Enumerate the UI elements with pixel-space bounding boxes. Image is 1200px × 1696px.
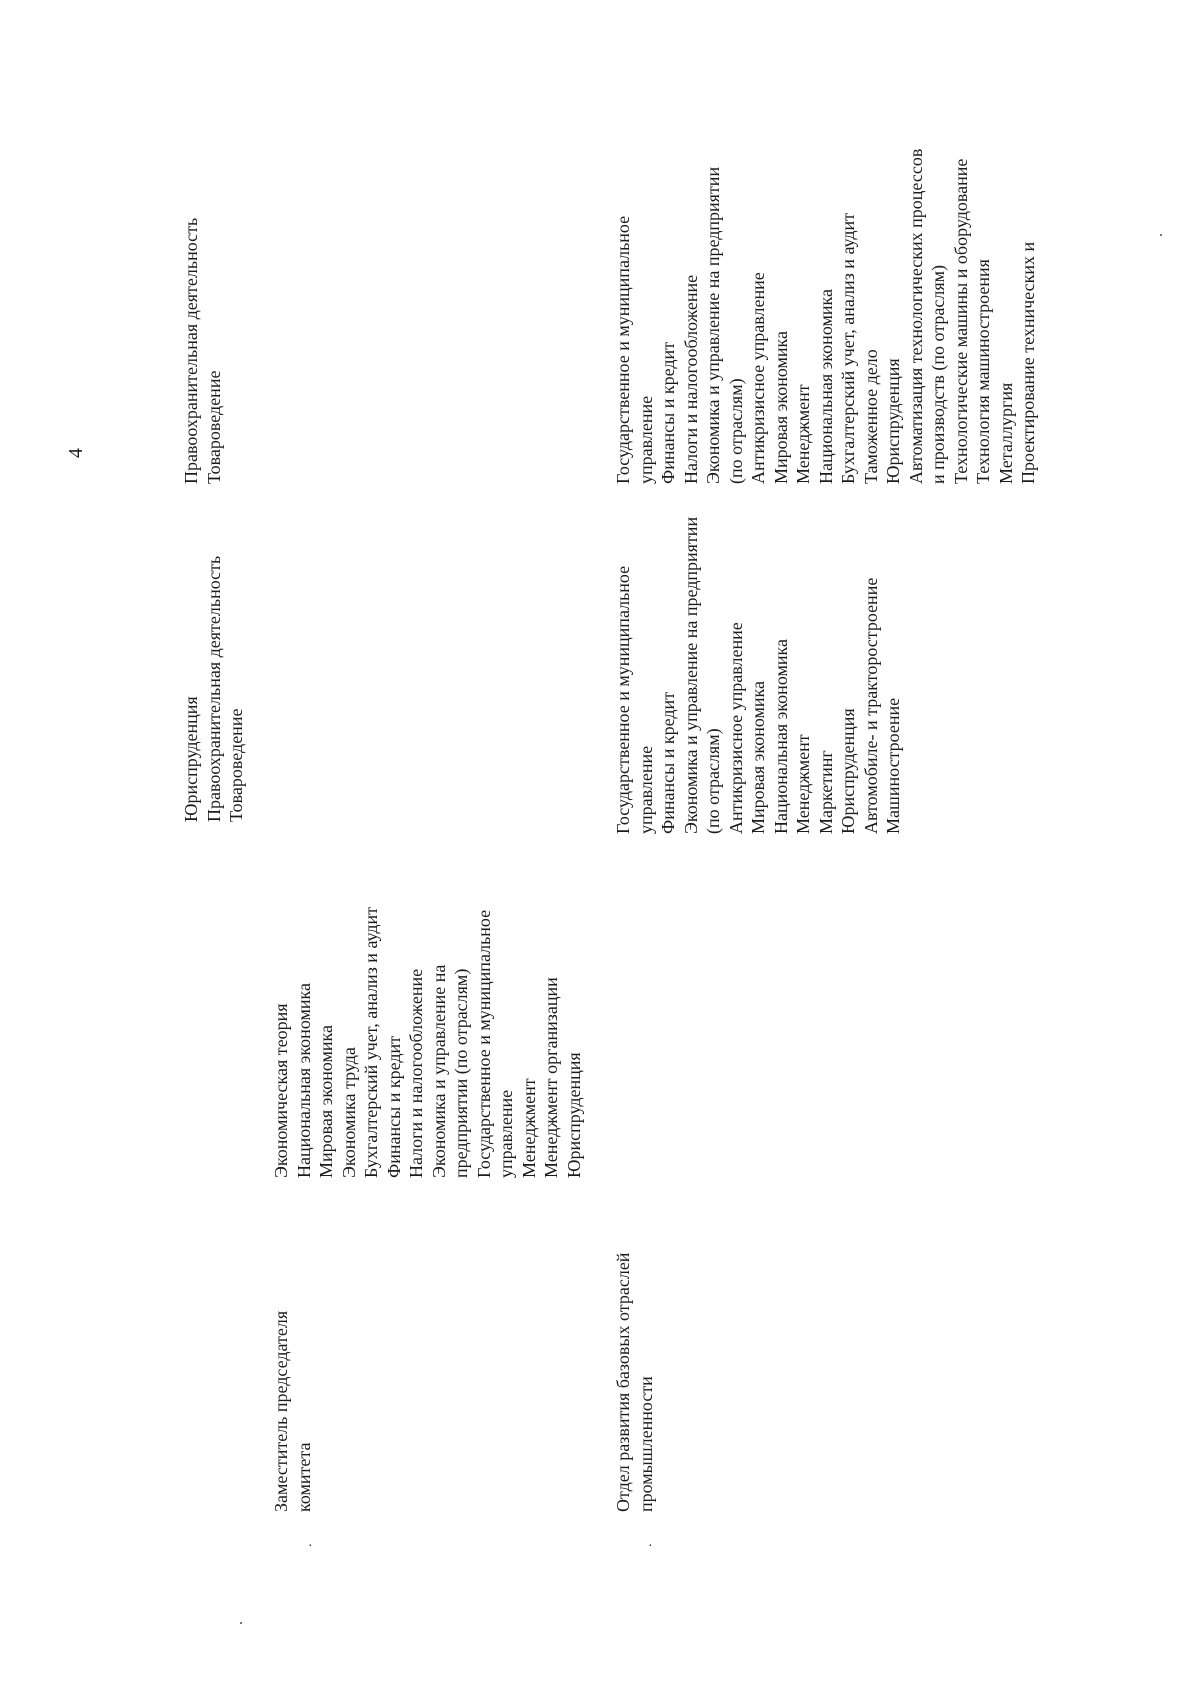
scan-mark [1160,234,1162,236]
list-item: Машиностроение [883,697,903,834]
list-item: Юриспруденция [883,358,903,484]
list-item: Экономическая теория [271,1003,291,1178]
list-item: Финансы и кредит [658,342,678,484]
row-1-col3-list [270,907,585,1178]
list-item: Юриспруденция [181,696,201,822]
row-2-position-line: промышленности [635,1376,656,1512]
list-item: Юриспруденция [838,708,858,834]
scan-mark [240,1622,242,1624]
list-item: Таможенное дело [860,349,881,484]
list-item: Товароведение [203,370,224,484]
list-item: Национальная экономика [293,983,314,1178]
list-item: управление [635,745,656,834]
list-item: Мировая экономика [316,1025,336,1178]
list-item: Юриспруденция [563,1052,584,1178]
row-1-position-line: Заместитель председателя [271,1310,291,1512]
row-2-position-line: Отдел развития базовых отраслей [613,1252,633,1512]
list-item: Налоги и налогообложение [406,968,426,1178]
list-item: Бухгалтерский учет, анализ и аудит [361,906,381,1178]
row-2-bullet: · [648,1539,653,1554]
list-item: Экономика и управление на предприятии [703,166,723,484]
list-item: Финансы и кредит [383,1036,404,1178]
row-1-col4-list [180,556,248,822]
list-item: управление [496,1089,516,1178]
row-1-bullet: · [308,1539,313,1554]
list-item: и производств (по отраслям) [928,265,948,484]
list-item: Технология машиностроения [973,259,993,484]
list-item: Металлургия [995,382,1016,484]
list-item: Бухгалтерский учет, анализ и аудит [838,212,858,484]
list-item: Мировая экономика [748,681,768,834]
row-2-position [612,1253,657,1512]
list-item: Правоохранительная деятельность [203,555,224,822]
list-item: Проектирование технических и [1018,241,1038,484]
list-item: Менеджмент [793,734,813,834]
row-1-position [270,1311,315,1512]
list-item: Экономика и управление на [428,964,449,1178]
list-item: Национальная экономика [815,289,836,484]
list-item: (по отраслям) [725,378,746,484]
list-item: Менеджмент [793,384,813,484]
list-item: Мировая экономика [770,331,791,484]
list-item: Автомобиле- и тракторостроение [860,577,881,834]
row-1-col5-list [180,218,225,484]
list-item: предприятии (по отраслям) [451,968,471,1178]
list-item: Антикризисное управление [748,272,768,484]
list-item: Автоматизация технологических процессов [905,148,926,484]
list-item: управление [635,395,656,484]
list-item: Государственное и муниципальное [613,565,633,834]
list-item: Товароведение [226,708,246,822]
list-item: Менеджмент организации [541,977,561,1178]
list-item: Национальная экономика [770,639,791,834]
list-item: Маркетинг [815,750,836,834]
list-item: Правоохранительная деятельность [181,217,201,484]
list-item: Экономика труда [338,1047,359,1178]
list-item: Менеджмент [518,1078,539,1178]
list-item: Государственное и муниципальное [473,909,494,1178]
row-2-col5-list [612,149,1040,484]
list-item: Налоги и налогообложение [680,274,701,484]
list-item: (по отраслям) [703,728,723,834]
row-2-col4-list [612,517,905,834]
list-item: Экономика и управление на предприятии [680,516,701,834]
list-item: Государственное и муниципальное [613,215,633,484]
list-item: Технологические машины и оборудование [950,158,971,484]
row-1-position-line: комитета [293,1442,314,1512]
list-item: Антикризисное управление [725,622,746,834]
page-number: 4 [65,448,87,458]
list-item: Финансы и кредит [658,692,678,834]
